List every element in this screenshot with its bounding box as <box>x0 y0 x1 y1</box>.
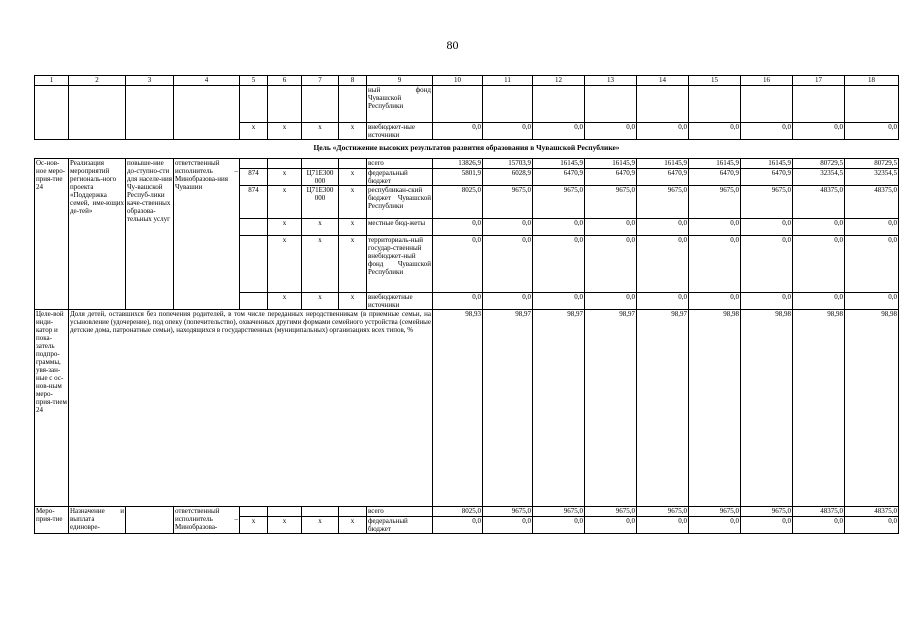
cell-amount: 0,0 <box>793 517 845 534</box>
event-name: Ос-нов-ное меро-прия-тие 24 <box>35 159 69 310</box>
cell-funding-source: внебюджетные источники <box>367 293 433 310</box>
cell-amount: 0,0 <box>637 517 689 534</box>
cell-amount: 0,0 <box>585 517 637 534</box>
cell-funding-source: местные бюд-жеты <box>367 219 433 236</box>
cell-amount: 9675,0 <box>741 507 793 517</box>
budget-table <box>34 75 899 534</box>
cell-amount: 9675,0 <box>689 186 741 219</box>
cell-amount: 9675,0 <box>585 507 637 517</box>
column-number: 2 <box>69 76 126 86</box>
empty-cell <box>637 86 689 123</box>
event-purpose: повыше-ние до-ступно-сти для населе-ния Чу-вашской Респуб-лики каче-ственных образова-тельных услуг <box>126 159 174 310</box>
column-number: 9 <box>367 76 433 86</box>
cell-amount: 16145,9 <box>533 159 585 169</box>
cell-amount: 0,0 <box>483 123 533 140</box>
empty-cell <box>69 86 126 140</box>
cell-amount: 0,0 <box>689 236 741 293</box>
page-number: 80 <box>446 38 459 52</box>
column-number: 18 <box>845 76 899 86</box>
empty-cell <box>585 86 637 123</box>
cell-amount: 0,0 <box>433 236 483 293</box>
cell-amount: 9675,0 <box>741 186 793 219</box>
cell-amount: 6470,9 <box>689 169 741 186</box>
goal-title: Цель «Достижение высоких результатов развития образования в Чувашской Республике» <box>35 140 899 159</box>
cell-amount: 32354,5 <box>845 169 899 186</box>
cell-amount: 32354,5 <box>793 169 845 186</box>
cell-amount: 0,0 <box>533 293 585 310</box>
empty-cell <box>689 86 741 123</box>
cell-amount: 0,0 <box>533 123 585 140</box>
cell-amount: 9675,0 <box>585 186 637 219</box>
cell-funding-source: всего <box>367 507 433 517</box>
cell-section-code: x <box>268 123 302 140</box>
cell-amount: 15703,9 <box>483 159 533 169</box>
column-number: 5 <box>240 76 268 86</box>
cell-target-code: Ц71Е300 000 <box>302 169 339 186</box>
cell-section-code: x <box>268 219 302 236</box>
cell-amount: 0,0 <box>741 219 793 236</box>
cell-target-code: x <box>302 123 339 140</box>
cell-section-code: x <box>268 517 302 534</box>
empty-cell <box>793 86 845 123</box>
cell-amount: 0,0 <box>483 517 533 534</box>
cell-funding-source: всего <box>367 159 433 169</box>
cell-section-code <box>268 159 302 169</box>
column-number: 13 <box>585 76 637 86</box>
cell-amount: 16145,9 <box>689 159 741 169</box>
cell-target-code: Ц71Е300 000 <box>302 186 339 219</box>
column-number: 15 <box>689 76 741 86</box>
cell-amount: 9675,0 <box>689 507 741 517</box>
column-number: 8 <box>339 76 367 86</box>
cell-expense-code: x <box>339 219 367 236</box>
empty-cell <box>174 86 240 140</box>
event-description: Реализация мероприятий региональ-ного проекта «Поддержка семей, име-ющих де-тей» <box>69 159 126 310</box>
cell-target-code: x <box>302 236 339 293</box>
cell-target-code: x <box>302 293 339 310</box>
empty-cell <box>845 86 899 123</box>
cell-expense-code: x <box>339 169 367 186</box>
cell-gov-code: 874 <box>240 169 268 186</box>
cell-gov-code <box>240 236 268 293</box>
cell-amount: 0,0 <box>637 123 689 140</box>
cell-amount: 6470,9 <box>741 169 793 186</box>
cell-amount: 48375,0 <box>793 186 845 219</box>
cell-indicator-value: 98,97 <box>533 310 585 507</box>
cell-expense-code: x <box>339 186 367 219</box>
cell-indicator-value: 98,97 <box>585 310 637 507</box>
cell-amount: 0,0 <box>845 293 899 310</box>
cell-indicator-value: 98,98 <box>689 310 741 507</box>
column-number: 7 <box>302 76 339 86</box>
cell-amount: 9675,0 <box>533 507 585 517</box>
cell-amount: 6470,9 <box>637 169 689 186</box>
cell-amount: 0,0 <box>793 219 845 236</box>
indicator-text: Доля детей, оставшихся без попечения родителей, в том числе переданных неродственникам (в приемные семьи, на усыновление (удочерение), под опеку (попечительство), охваченных другими формами семейного устройства (семейные детские дома, патронатные семьи), находящихся в государственных (муниципальных) организациях всех типов, % <box>69 310 433 507</box>
cell-funding-source: территориаль-ный государ-ственный внебюджет-ный фонд Чувашской Республики <box>367 236 433 293</box>
table-row <box>35 86 899 123</box>
cell-amount: 13826,9 <box>433 159 483 169</box>
cell-expense-code: x <box>339 293 367 310</box>
cell-funding-source: федеральный бюджет <box>367 517 433 534</box>
column-number: 11 <box>483 76 533 86</box>
cell-target-code <box>302 507 339 517</box>
cell-amount: 0,0 <box>433 293 483 310</box>
cell-amount: 0,0 <box>741 236 793 293</box>
cell-amount: 9675,0 <box>637 186 689 219</box>
cell-indicator-value: 98,93 <box>433 310 483 507</box>
cell-amount: 0,0 <box>483 293 533 310</box>
header-row <box>35 76 899 86</box>
column-number: 6 <box>268 76 302 86</box>
cell-gov-code: 874 <box>240 186 268 219</box>
cell-amount: 9675,0 <box>533 186 585 219</box>
cell-gov-code: x <box>240 123 268 140</box>
empty-cell <box>126 507 174 534</box>
empty-cell <box>433 86 483 123</box>
cell-amount: 0,0 <box>483 219 533 236</box>
cell-amount: 0,0 <box>845 123 899 140</box>
cell-amount: 6470,9 <box>585 169 637 186</box>
empty-cell <box>533 86 585 123</box>
cell-amount: 0,0 <box>433 219 483 236</box>
column-number: 4 <box>174 76 240 86</box>
cell-amount: 9675,0 <box>483 507 533 517</box>
cell-amount: 0,0 <box>741 293 793 310</box>
cell-amount: 6470,9 <box>533 169 585 186</box>
cell-amount: 0,0 <box>637 219 689 236</box>
cell-funding-source: ный фонд Чувашской Республики <box>367 86 433 123</box>
empty-cell <box>483 86 533 123</box>
cell-amount: 0,0 <box>585 123 637 140</box>
cell-amount: 0,0 <box>433 517 483 534</box>
column-number: 10 <box>433 76 483 86</box>
cell-expense-code: x <box>339 123 367 140</box>
cell-amount: 48375,0 <box>845 507 899 517</box>
cell-gov-code <box>240 159 268 169</box>
measure-executor: ответственный исполнитель – Минобразова- <box>174 507 240 534</box>
cell-amount: 80729,5 <box>845 159 899 169</box>
cell-amount: 9675,0 <box>483 186 533 219</box>
cell-funding-source: внебюджет-ные источники <box>367 123 433 140</box>
measure-description: Назначение и выплата единовре- <box>69 507 126 534</box>
cell-section-code <box>268 507 302 517</box>
cell-amount: 8025,0 <box>433 186 483 219</box>
cell-gov-code <box>240 293 268 310</box>
cell-amount: 0,0 <box>585 219 637 236</box>
column-number: 1 <box>35 76 69 86</box>
cell-amount: 0,0 <box>689 123 741 140</box>
cell-gov-code: x <box>240 517 268 534</box>
empty-cell <box>741 86 793 123</box>
column-number: 14 <box>637 76 689 86</box>
table-row <box>35 159 899 169</box>
cell-amount: 0,0 <box>483 236 533 293</box>
cell-amount: 0,0 <box>741 517 793 534</box>
cell-funding-source: республикан-ский бюджет Чувашской Республики <box>367 186 433 219</box>
cell-amount: 5801,9 <box>433 169 483 186</box>
cell-amount: 0,0 <box>533 236 585 293</box>
cell-section-code: x <box>268 186 302 219</box>
cell-amount: 16145,9 <box>637 159 689 169</box>
cell-amount: 0,0 <box>433 123 483 140</box>
cell-amount: 8025,0 <box>433 507 483 517</box>
cell-indicator-value: 98,98 <box>741 310 793 507</box>
cell-amount: 0,0 <box>741 123 793 140</box>
empty-cell <box>302 86 339 123</box>
event-executor: ответственный исполнитель – Минобразова-ния Чувашии <box>174 159 240 310</box>
column-number: 12 <box>533 76 585 86</box>
empty-cell <box>268 86 302 123</box>
cell-amount: 48375,0 <box>845 186 899 219</box>
cell-indicator-value: 98,98 <box>845 310 899 507</box>
column-number: 16 <box>741 76 793 86</box>
cell-amount: 80729,5 <box>793 159 845 169</box>
column-number: 3 <box>126 76 174 86</box>
cell-section-code: x <box>268 293 302 310</box>
cell-amount: 0,0 <box>533 219 585 236</box>
cell-indicator-value: 98,98 <box>793 310 845 507</box>
empty-cell <box>35 86 69 140</box>
cell-expense-code <box>339 159 367 169</box>
cell-gov-code <box>240 219 268 236</box>
cell-indicator-value: 98,97 <box>483 310 533 507</box>
measure-name: Меро-прия-тие <box>35 507 69 534</box>
cell-amount: 0,0 <box>585 293 637 310</box>
cell-amount: 0,0 <box>793 236 845 293</box>
cell-amount: 0,0 <box>533 517 585 534</box>
cell-amount: 0,0 <box>845 517 899 534</box>
cell-amount: 0,0 <box>845 236 899 293</box>
cell-amount: 9675,0 <box>637 507 689 517</box>
cell-amount: 0,0 <box>793 293 845 310</box>
cell-section-code: x <box>268 236 302 293</box>
column-number: 17 <box>793 76 845 86</box>
cell-section-code: x <box>268 169 302 186</box>
cell-amount: 0,0 <box>689 219 741 236</box>
cell-amount: 48375,0 <box>793 507 845 517</box>
empty-cell <box>240 86 268 123</box>
cell-amount: 0,0 <box>637 293 689 310</box>
cell-amount: 6028,9 <box>483 169 533 186</box>
cell-amount: 0,0 <box>585 236 637 293</box>
cell-indicator-value: 98,97 <box>637 310 689 507</box>
cell-amount: 16145,9 <box>741 159 793 169</box>
cell-target-code: x <box>302 517 339 534</box>
cell-amount: 0,0 <box>793 123 845 140</box>
cell-gov-code <box>240 507 268 517</box>
indicator-row <box>35 310 899 507</box>
goal-row <box>35 140 899 159</box>
cell-amount: 0,0 <box>689 293 741 310</box>
cell-target-code: x <box>302 219 339 236</box>
empty-cell <box>126 86 174 140</box>
cell-amount: 0,0 <box>689 517 741 534</box>
cell-amount: 0,0 <box>637 236 689 293</box>
empty-cell <box>339 86 367 123</box>
cell-expense-code: x <box>339 517 367 534</box>
cell-amount: 16145,9 <box>585 159 637 169</box>
cell-amount: 0,0 <box>845 219 899 236</box>
cell-target-code <box>302 159 339 169</box>
cell-expense-code <box>339 507 367 517</box>
cell-expense-code: x <box>339 236 367 293</box>
table-row <box>35 507 899 517</box>
cell-funding-source: федеральный бюджет <box>367 169 433 186</box>
indicator-label: Целе-вой инди-катор и пока-затель подпро-граммы, увя-зан-ные с ос-нов-ным меро-прия-тием 24 <box>35 310 69 507</box>
